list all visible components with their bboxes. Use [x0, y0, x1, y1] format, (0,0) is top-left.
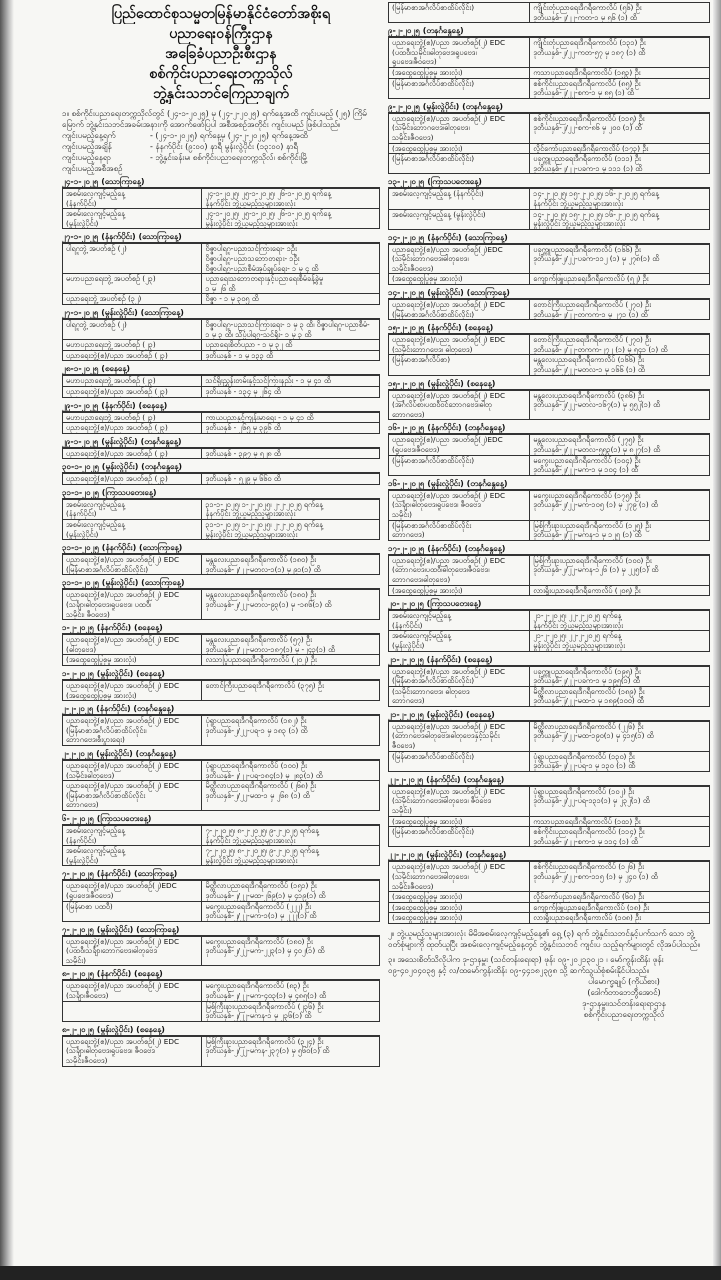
signature-line-1: ပါမောက္ခချုပ် (ကိုယ်စား): [588, 976, 660, 986]
college-cell: မန္တလေးပညာရေးဒီဂရီကောလိပ် (၁၈၀) ဦး ဒုတိယနှစ်-၂/၂၂-မတလ-၁(၁) မှ ၉၁(၁) ထိ: [202, 555, 380, 575]
college-cell: ပုံရွာပညာရေးဒီဂရီကောလိပ် (၁၃၀) ဦး ဒုတိယနှစ်-၂/၂၂-ပရ-၁ မှ ၁၃၀ (၁) ထိ: [530, 751, 710, 771]
table-row: [389, 902, 710, 913]
college-cell: သင်ရိုးညွှန်းတမ်းနှင့်သင်ကြားနည်း - ၁ မှ ၄၁ ထိ: [202, 376, 380, 387]
day-heading: ၂၀-၂-၂၀၂၅ (ကြာသပတေးနေ့): [388, 598, 710, 610]
schedule-table: [388, 390, 710, 421]
table-row: [63, 981, 380, 1001]
college-cell: ဝိဇ္ဇာပါရဂူ-ပညာသင်ကြားရေး- ၁ဦး ဝိဇ္ဇာပါရဂူ-ပညာသဘောတရား- ၁ဦး ဝိဇ္ဇာပါရဂူ-ပညာစီမံအုပ်ချုပ်ရေး- ၁ မှ ၄ ထိ: [202, 244, 380, 274]
day-heading: ၁၇-၂-၂၀၂၅ (နံနက်ပိုင်း) (တနင်္ဂနွေနေ့): [388, 543, 710, 555]
intro-paragraph: ၁။ စစ်ကိုင်းပညာရေးတက္ကသိုလ်တွင် (၂၄-၁-၂၀၂၅) မှ (၂၄-၂-၂၀၂၅) ရက်နေ့အထိ ကျင်းပမည့် (၂၅) ကြိမ်မြောက် ဘွဲ့နှင်းသဘင်အခမ်းအနားကို အောက်ဖော်ပြပါ အစီအစဉ်အတိုင်း ကျင်းပမည် ဖြစ်ပါသည်။: [62, 109, 367, 129]
header-line-2: ပညာရေးဝန်ကြီးဌာန: [169, 26, 273, 42]
schedule-table: [388, 434, 710, 475]
college-cell: မြစ်ကြီးနားပညာရေးဒီဂရီကောလိပ် (၁၀၀) ဦး ဒုတိယနှစ်-၂/၂၂-မကန-၁၂၆ (၁) မှ ၂၂၅(၁) ထိ: [530, 555, 710, 585]
table-row: [389, 686, 710, 706]
table-row: [63, 716, 380, 746]
table-row: [63, 412, 380, 423]
day-heading: ၂၇-၁-၂၀၂၅ (နံနက်ပိုင်း) (သောကြာနေ့): [62, 231, 380, 243]
program-cell: အစမ်းလေ့ကျင့်မည့်နေ့ (နံနက်ပိုင်း): [389, 189, 530, 209]
program-cell: ပညာရေးဘွဲ့(ဧ)/ပညာ အပတ်စဉ်(၂)EDC (သမိုင်းဘောဂဗေဒ၊ဓါတုဗေဒ၊ သမိုင်း၊ဇီဝဗေဒ): [389, 244, 530, 274]
schedule-table: [62, 936, 380, 967]
day-heading: ၇-၂-၂၀၂၅ (မွန်းလွဲပိုင်း) (သောကြာနေ့): [62, 924, 380, 936]
program-cell: (မြန်မာစာအင်္ဂလိပ်စာထိပ်လိုင်း): [389, 78, 530, 98]
table-row: [389, 78, 710, 98]
table-row: [63, 350, 380, 361]
program-cell: ပညာရေးဘွဲ့(ဧ)/ပညာ အပတ်စဉ်(၂)EDC (ရူပဗေဒ၊ဇီဝဗေဒ): [63, 881, 202, 901]
program-cell: အစမ်းလေ့ကျင့်မည့်နေ့ (နံနက်ပိုင်း): [63, 189, 202, 209]
college-cell: မန္တလေးပညာရေးဒီဂရီကောလိပ် (၃၈၆) ဦး ဒုတိယနှစ်-၂/၂၂-မတလ-၁၆၇(၁) မှ ၅၅၂(၁) ထိ: [530, 390, 710, 420]
college-cell: ၂၁-၂-၂၀၂၅၊ ၂၂-၂-၂၀၂၅ ရက်နေ့ နံနက်ပိုင်း ဘွဲ့ယူမည့်သူများအားလုံး: [530, 611, 710, 631]
schedule-table: [62, 589, 380, 620]
day-heading: ၃၁-၁-၂၀၂၅ (မွန်းလွဲပိုင်း) (သောကြာနေ့): [62, 577, 380, 589]
program-cell: (မြန်မာစာအင်္ဂလိပ်စာထိပ်လိုင်း): [389, 751, 530, 771]
college-cell: ပညာရေးစိတ်ပညာ - ၁ မှ ၃၂ ထိ: [202, 340, 380, 351]
table-row: [63, 474, 380, 485]
college-cell: ၇-၂-၂၀၂၅၊ ၈-၂-၂၀၂၅၊ ၉-၂-၂၀၂၅ ရက်နေ့ နံနက်ပိုင်း ဘွဲ့ယူမည့်သူများအားလုံး: [202, 825, 380, 845]
program-cell: ပညာရေးဘွဲ့(ဧ)/ပညာ အပတ်စဉ်(၂) EDC (မြန်မာစာအင်္ဂလိပ်စာထိပ်လိုင်း ဘောဂဗေဒ): [63, 781, 202, 811]
college-cell: မိတ္ထီလာပညာရေးဒီဂရီကောလိပ် (၁၅၁) ဦး ဒုတိယနှစ်-၂/၂၂-မထ-၂၆၉(၁) မှ ၄၁၉(၁) ထိ: [202, 881, 380, 901]
day-heading: ၁၄-၂-၂၀၂၅ (နံနက်ပိုင်း) (သောကြာနေ့): [388, 232, 710, 244]
right-schedule: [388, 25, 710, 924]
college-cell: လှိုင်ကော်ပညာရေးဒီဂရီကောလိပ် (၁၇၃) ဦး: [530, 143, 710, 154]
program-cell: ပညာရေးဘွဲ့(ဧ)/ပညာ အပတ်စဉ်(၂) EDC (သင်္ချာ၊ဇီဝဗေဒ): [63, 981, 202, 1001]
program-cell: ပညာရေးဘွဲ့(ဧ)/ပညာ အပတ်စဉ်(၂) EDC (သမိုင်းဘောဂဗေဒ၊ဓါတုဗေဒ၊ သမိုင်း၊ဇီဝဗေဒ): [389, 862, 530, 892]
college-cell: ၂၄-၁-၂၀၂၅၊ ၂၅-၁-၂၀၂၅၊ ၂၆-၁-၂၀၂၅ ရက်နေ့ နံနက်ပိုင်း ဘွဲ့ယူမည့်သူများအားလုံး: [202, 189, 380, 209]
schedule-table: [62, 412, 380, 434]
college-cell: ကျောက်ဖြူပညာရေးဒီဂရီကောလိပ် (၁၈) ဦး: [530, 902, 710, 913]
intro-key: ကျင်းပမည့်အစီအစဉ်: [62, 164, 123, 173]
program-cell: ပညာရေးဘွဲ့(ဧ)/ပညာ အပတ်စဉ်(၂) EDC (မြန်မာစာအင်္ဂလိပ်စာထိပ်လိုင်း): [389, 666, 530, 686]
college-cell: ၁၄-၂-၂၀၂၅၊ ၁၅-၂-၂၀၂၅၊ ၁၆-၂-၂၀၂၅ ရက်နေ့ မွန်းလွဲပိုင်း ဘွဲ့ယူမည့်သူများအားလုံး: [530, 209, 710, 229]
college-cell: မိတ္ထီလာပညာရေးဒီဂရီကောလိပ် (၂၆၈) ဦး ဒုတိယနှစ်-၂/၂၂-မထ-၁ မှ ၂၆၈ (၁) ထိ: [202, 781, 380, 811]
table-row: [63, 209, 380, 229]
table-row: [63, 635, 380, 655]
schedule-table: [388, 666, 710, 707]
table-row: [389, 862, 710, 892]
college-cell: ၁၄-၂-၂၀၂၅၊ ၁၅-၂-၂၀၂၅၊ ၁၆-၂-၂၀၂၅ ရက်နေ့ နံနက်ပိုင်း ဘွဲ့ယူမည့်သူများအားလုံး: [530, 189, 710, 209]
program-cell: (မြန်မာစာအင်္ဂလိပ်စာ): [389, 355, 530, 375]
college-cell: ကျိုင်းတုံပညာရေးဒီဂရီကောလိပ် (၁၃၁) ဦး ဒုတိယနှစ်-၂/၂၂-ကတ-၅၇ မှ ၁၈၇ (၁) ထိ: [530, 38, 710, 68]
table-row: [63, 386, 380, 397]
program-cell: (အထွေထွေပြုစုမှု အားလုံး): [389, 892, 530, 903]
college-cell: မိတ္ထီလာပညာရေးဒီဂရီကောလိပ် (၂၂၆) ဦး ဒုတိယနှစ်-၂/၂၂-မထ-၁၉၀(၁) မှ ၄၁၅(၁) ထိ: [530, 721, 710, 751]
table-row: [63, 448, 380, 459]
program-cell: အစမ်းလေ့ကျင့်မည့်နေ့ (နံနက်ပိုင်း): [63, 499, 202, 519]
signature-line-4: စစ်ကိုင်းပညာရေးတက္ကသိုလ်: [583, 1009, 665, 1019]
program-cell: ပညာရေးဘွဲ့ အပတ်စဉ် (၃၂): [63, 294, 202, 305]
table-row: [63, 319, 380, 339]
day-heading: ၁၅-၂-၂၀၂၅ (နံနက်ပိုင်း) (စနေနေ့): [388, 322, 710, 334]
schedule-table: [62, 980, 380, 1021]
schedule-table: [62, 715, 380, 746]
college-cell: ၇-၂-၂၀၂၅၊ ၈-၂-၂၀၂၅၊ ၉-၂-၂၀၂၅ ရက်နေ့ မွန်းလွဲပိုင်း ဘွဲ့ယူမည့်သူများအားလုံး: [202, 846, 380, 866]
college-cell: ကျိုင်းတုံပညာရေးဒီဂရီကောလိပ် (၅၆) ဦး ဒုတိယနှစ်-၂/၂၂-ကတ-၁ မှ ၅၆ (၁) ထိ: [530, 3, 710, 23]
table-row: [389, 38, 710, 68]
table-row: [389, 244, 710, 274]
intro-value: - ဘွဲ့နှင်းခန်းမ၊ စစ်ကိုင်းပညာရေးတက္ကသိုလ်၊ စစ်ကိုင်းမြို့: [150, 153, 308, 162]
program-cell: (မြန်မာစာအင်္ဂလိပ်စာထိပ်လိုင်း): [389, 827, 530, 847]
college-cell: မကွေးပညာရေးဒီဂရီကောလိပ် (၁၈၀) ဦး ဒုတိယနှစ်-၂/၂၂-မက-၂၂၃(၁) မှ ၄၀၂(၁) ထိ: [202, 936, 380, 966]
schedule-table: [62, 188, 380, 229]
day-heading: ၂၂-၂-၂၀၂၅ (နံနက်ပိုင်း) (တနင်္ဂနွေနေ့): [388, 774, 710, 786]
day-heading: ၈-၂-၂၀၂၅ (မွန်းလွဲပိုင်း) (စနေနေ့): [62, 1024, 380, 1036]
table-row: [389, 209, 710, 229]
table-row: [63, 936, 380, 966]
college-cell: မကွေးပညာရေးဒီဂရီကောလိပ် (၈၃) ဦး ဒုတိယနှစ်-၂/၂၂-မက-၄၀၃(၁) မှ ၄၈၅(၁) ထိ: [202, 981, 380, 1001]
schedule-table-continued: [388, 2, 710, 23]
day-heading: ၃၀-၁-၂၀၂၅ (မွန်းလွဲပိုင်း) (တနင်္ဂနွေနေ့): [62, 461, 380, 473]
table-row: [63, 294, 380, 305]
table-row: [63, 1001, 380, 1021]
table-row: [63, 520, 380, 540]
college-cell: ပခုက္ကူပညာရေးဒီဂရီကောလိပ် (၁၁၁) ဦး ဒုတိယနှစ်-၂/၂၂-ပခက-၁ မှ ၁၁၁ (၁) ထိ: [530, 154, 710, 174]
intro-details: [62, 130, 380, 174]
program-cell: အစမ်းလေ့ကျင့်မည့်နေ့ (မွန်းလွဲပိုင်း): [389, 631, 530, 651]
schedule-table: [62, 760, 380, 811]
college-cell: လသာပြုပညာရေးဒီဂရီကောလိပ် (၂၀၂) ဦး: [202, 655, 380, 666]
program-cell: (အထွေထွေပြုစုမှု အားလုံး): [389, 913, 530, 924]
day-heading: ၂၁-၂-၂၀၂၅ (မွန်းလွဲပိုင်း) (စနေနေ့): [388, 709, 710, 721]
schedule-table: [388, 188, 710, 229]
program-cell: ပညာရေးဘွဲ့(ဧ)/ပညာ အပတ်စဉ်(၂) EDC (ပထဝီ၊သမိုင်း၊ဓါတုဗေဒ၊ရူပဗေဒ၊ ရူပဗေဒ၊ဇီဝဗေဒ): [389, 38, 530, 68]
college-cell: ဝိဇ္ဇာပါရဂူ-ပညာသင်ကြားရေး- ၁ မှ ၃ ထိ၊ ဝိဇ္ဇာပါရဂူ-ပညာစီမံ- ၁ မှ ၃ ထိ၊ သိပ္ပံပါရဂူ-သင်ရိုး- ၁ မှ ၃ ထိ: [202, 319, 380, 339]
program-cell: ပညာရေးဘွဲ့(ဧ)/ပညာ အပတ်စဉ်(၂) EDC (အင်္ဂလိပ်စာ၊ပထဝီဝင်ဘောဂဗေဒ၊ဓါတု ဘောဂဗေဒ): [389, 390, 530, 420]
program-cell: မဟာပညာရေးဘွဲ့ အပတ်စဉ် (၂၃): [63, 412, 202, 423]
program-cell: ပညာရေးဘွဲ့(ဧ)/ပညာ အပတ်စဉ်(၂) EDC (ဓါတုဗေဒ): [63, 635, 202, 655]
table-row: [63, 1036, 380, 1066]
college-cell: စစ်ကိုင်းပညာရေးဒီဂရီကောလိပ် (၁၁၅) ဦး ဒုတိယနှစ်-၂/၂၂-စက-၈၆ မှ ၂၀၀ (၁) ထိ: [530, 113, 710, 143]
table-row: [389, 335, 710, 355]
schedule-table: [388, 610, 710, 651]
college-cell: ကသာပညာရေးဒီဂရီကောလိပ် (၁၅၃) ဦး: [530, 67, 710, 78]
table-row: [63, 781, 380, 811]
program-cell: ပညာရေးဘွဲ့(ဧ)/ပညာ အပတ်စဉ်(၂) EDC (သင်္ချာ၊ဓါတုဗေဒ၊ရူပဗေဒ၊ ဇီဝဗေဒ သမိုင်း): [389, 490, 530, 520]
college-cell: ပုံရွာပညာရေးဒီဂရီကောလိပ် (၁၀၂) ဦး ဒုတိယနှစ်-၂/၂၂-ပရ-၁၃၁(၁) မှ ၂၃၂(၁) ထိ: [530, 786, 710, 816]
table-row: [389, 631, 710, 651]
day-heading: ၆-၂-၂၀၂၅ (ကြာသပတေးနေ့): [62, 813, 380, 825]
day-heading: ၁-၂-၂၀၂၅ (နံနက်ပိုင်း) (စနေနေ့): [62, 622, 380, 634]
college-cell: မြစ်ကြီးနားပညာရေးဒီဂရီကောလိပ် (၁၂၅) ဦး ဒုတိယနှစ်-၂/၂၂-မကန-၁ မှ ၁၂၅ (၁) ထိ: [530, 520, 710, 540]
day-heading: ၁၄-၂-၂၀၂၅ (မွန်းလွဲပိုင်း) (သောကြာနေ့): [388, 287, 710, 299]
college-cell: ပုံရွာပညာရေးဒီဂရီကောလိပ် (၁၈၂) ဦး ဒုတိယနှစ်-၂/၂၂-ပရ-၁ မှ ၁၈၃ (၁) ထိ: [202, 716, 380, 746]
college-cell: မြစ်ကြီးနားပညာရေးဒီဂရီကောလိပ် (၂၃၆) ဦး ဒုတိယနှစ်-၂/၂၂-မကန-၁ မှ ၂၃၆(၁) ထိ: [202, 1001, 380, 1021]
college-cell: ၃၁-၁-၂၀၂၅၊ ၁-၂-၂၀၂၅၊ ၂-၂-၂၀၂၅ ရက်နေ့ နံနက်ပိုင်း ဘွဲ့ယူမည့်သူများအားလုံး: [202, 499, 380, 519]
left-column: [62, 4, 380, 1067]
table-row: [63, 881, 380, 901]
college-cell: ပုံရွာပညာရေးဒီဂရီကောလိပ် (၁၀၀) ဦး ဒုတိယနှစ်-၂/၂၂-ပရ-၁၈၄(၁) မှ ၂၈၃(၁) ထိ: [202, 760, 380, 780]
program-cell: (အထွေထွေပြုစုမှု အားလုံး): [389, 585, 530, 596]
program-cell: (မြန်မာစာအင်္ဂလိပ်စာထိပ်လိုင်း): [389, 154, 530, 174]
table-row: [63, 423, 380, 434]
table-row: [389, 816, 710, 827]
intro-value: - (၂၄-၁-၂၀၂၅) ရက်နေ့မှ (၂၄-၂-၂၀၂၅) ရက်နေ့အထိ: [150, 131, 308, 140]
college-cell: လှိုင်ကော်ပညာရေးဒီဂရီကောလိပ် (၆၀) ဦး: [530, 892, 710, 903]
schedule-table: [62, 680, 380, 701]
schedule-table: [62, 499, 380, 540]
college-cell: မန္တလေးပညာရေးဒီဂရီကောလိပ် (၅၇) ဦး ဒုတိယနှစ်-၂/၂၂-မတလ-၁၈၇(၁) မှ -၂၄၃(၁) ထိ: [202, 635, 380, 655]
schedule-table: [388, 721, 710, 772]
header-line-3: အခြေခံပညာဦးစီးဌာန: [165, 46, 277, 62]
program-cell: (အထွေထွေပြုစုမှု အားလုံး): [389, 67, 530, 78]
program-cell: မဟာပညာရေးဘွဲ့ အပတ်စဉ် (၂၃): [63, 340, 202, 351]
table-row: [389, 611, 710, 631]
table-row: [389, 490, 710, 520]
day-heading: ၇-၂-၂၀၂၅ (နံနက်ပိုင်း) (သောကြာနေ့): [62, 868, 380, 880]
program-cell: ပညာရေးဘွဲ့(ဧ)/ပညာ အပတ်စဉ်(၂) EDC (မြန်မာစာအင်္ဂလိပ်စာထိပ်လိုင်း): [389, 300, 530, 320]
table-row: [389, 189, 710, 209]
program-cell: (အထွေထွေပြုစုမှု အားလုံး): [389, 143, 530, 154]
note-paragraph-2: ၂။ ဘွဲ့ယူမည့်သူများအားလုံး မိမိအစမ်းလေ့ကျင့်မည့်နေ့၏ ရှေ့ (၃) ရက် ဘွဲ့နှင်းသဘင်နှင့်ပက်သက် သော ဘွဲ့ဝတ်စုံများကို ထုတ်ယူပြီး အစမ်းလေ့ကျင့်မည့်နေ့တွင် ဘွဲ့နှင်းသဘင် ကျင်းပ သည့်ရက်များတွင် လိုအပ်ပါသည်။: [388, 928, 700, 949]
table-row: [63, 340, 380, 351]
program-cell: အစမ်းလေ့ကျင့်မည့်နေ့ (နံနက်ပိုင်း): [389, 611, 530, 631]
day-heading: ၁၃-၂-၂၀၂၅ (ကြာသပတေးနေ့): [388, 176, 710, 188]
day-heading: ၁၅-၂-၂၀၂၅ (မွန်းလွဲပိုင်း) (စနေနေ့): [388, 378, 710, 390]
college-cell: မကွေးပညာရေးဒီဂရီကောလိပ် (၁၀၄) ဦး ဒုတိယနှစ်-၂/၂၂-မက-၁ မှ ၁၀၄ (၁) ထိ: [530, 455, 710, 475]
day-heading: ၂၂-၂-၂၀၂၅ (မွန်းလွဲပိုင်း) (တနင်္ဂနွေနေ့): [388, 849, 710, 861]
program-cell: ပညာရေးဘွဲ့(ဧ)/ပညာ အပတ်စဉ် (၂၃): [63, 423, 202, 434]
college-cell: ၂၁-၂-၂၀၂၅၊ ၂၂-၂-၂၀၂၅ ရက်နေ့ မွန်းလွဲပိုင်း ဘွဲ့ယူမည့်သူများအားလုံး: [530, 631, 710, 651]
program-cell: ပညာရေးဘွဲ့(ဧ)/ပညာ အပတ်စဉ် (၂၃): [63, 448, 202, 459]
intro-value: [150, 163, 380, 174]
college-cell: မန္တလေးပညာရေးဒီဂရီကောလိပ် (၁၆၆) ဦး ဒုတိယနှစ်-၂/၂၂-မတလ-၁ မှ ၁၆၆ (၁) ထိ: [530, 355, 710, 375]
day-heading: ၂၉-၁-၂၀၂၅ (မွန်းလွဲပိုင်း) (တနင်္ဂနွေနေ့): [62, 436, 380, 448]
program-cell: အစမ်းလေ့ကျင့်မည့်နေ့ (မွန်းလွဲပိုင်း): [63, 520, 202, 540]
day-heading: ၂-၂-၂၀၂၅ (မွန်းလွဲပိုင်း) (တနင်္ဂနွေနေ့): [62, 748, 380, 760]
program-cell: (သမိုင်းဘောဂဗေဒ၊ ဓါတုဗေဒ ဘောဂဗေဒ): [389, 686, 530, 706]
college-cell: ကျောက်ဖြူပညာရေးဒီဂရီကောလိပ် (၅၂) ဦး: [530, 274, 710, 285]
schedule-table: [62, 319, 380, 361]
table-row: [389, 827, 710, 847]
schedule-table: [62, 473, 380, 485]
program-cell: (မြန်မာစာအင်္ဂလိပ်စာထိပ်လိုင်း ဘောဂဗေဒ): [389, 520, 530, 540]
program-cell: ပညာရေးဘွဲ့(ဧ)/ပညာ အပတ်စဉ်(၂) EDC (သမိုင်းဘောဂဗေဒ၊ဓါတုဗေဒ၊ ဇီဝဗေဒ သမိုင်း): [389, 786, 530, 816]
college-cell: လားရှိုးပညာရေးဒီဂရီကောလိပ် (၂၀၅) ဦး: [530, 585, 710, 596]
program-cell: ပညာရေးဘွဲ့(ဧ)/ပညာ အပတ်စဉ်(၂) EDC (မြန်မာစာအင်္ဂလိပ်စာထိပ်လိုင်း၊ ဘောဂဗေဒ၊စီးပွားရေး): [63, 716, 202, 746]
college-cell: ဝိဇ္ဇာ - ၁ မှ ၃၀၅ ထိ: [202, 294, 380, 305]
intro-row: [62, 163, 380, 174]
college-cell: လားရှိုးပညာရေးဒီဂရီကောလိပ် (၁၀၈) ဦး: [530, 913, 710, 924]
header-line-1: ပြည်ထောင်စုသမ္မတမြန်မာနိုင်ငံတော်အစိုးရ: [111, 6, 331, 22]
table-row: [389, 113, 710, 143]
program-cell: ပညာရေးဘွဲ့(ဧ)/ပညာ အပတ်စဉ်(၂)EDC (ရူပဗေဒ၊ဇီဝဗေဒ): [389, 435, 530, 455]
schedule-table: [62, 634, 380, 666]
program-cell: ပညာရေးဘွဲ့(ဧ)/ပညာ အပတ်စဉ် (၂၃): [63, 474, 202, 485]
header-line-4: စစ်ကိုင်းပညာရေးတက္ကသိုလ်: [149, 66, 293, 82]
program-cell: ပညာရေးဘွဲ့(ဧ)/ပညာ အပတ်စဉ်(၂) EDC (ဘောဂဗေဒ၊ပထဝီ၊ဓါတုဗေဒ၊ဇီဝဗေဒ၊ ဘောဂဗေဒ၊ဓါတုဗေဒ): [389, 555, 530, 585]
college-cell: ပခုက္ကူပညာရေးဒီဂရီကောလိပ် (၁၉၅) ဦး ဒုတိယနှစ်-၂/၂၂-ပခက-၁ မှ ၁၉၅(၁) ထိ: [530, 666, 710, 686]
schedule-table: [388, 861, 710, 924]
schedule-table: [388, 113, 710, 175]
table-row: [63, 825, 380, 845]
schedule-table: [388, 786, 710, 848]
college-cell: ဒုတိယနှစ် - ၁ မှ ၁၃၃ ထိ: [202, 350, 380, 361]
college-cell: ၂၄-၁-၂၀၂၅၊ ၂၅-၁-၂၀၂၅၊ ၂၆-၁-၂၀၂၅ ရက်နေ့ မွန်းလွဲပိုင်း ဘွဲ့ယူမည့်သူများအားလုံး: [202, 209, 380, 229]
intro-row: [62, 152, 380, 163]
schedule-table: [62, 375, 380, 397]
day-heading: ၉-၂-၂၀၂၅ (မွန်းလွဲပိုင်း) (တနင်္ဂနွေနေ့): [388, 101, 710, 113]
table-row: [389, 520, 710, 540]
page-shadow: [0, 0, 14, 1280]
intro-value: - နံနက်ပိုင်း (၉:၀၀) နာရီ မွန်းလွဲပိုင်း (၁၃:၀၀) နာရီ: [150, 142, 298, 151]
page-edge: [713, 0, 721, 1266]
table-row: [63, 590, 380, 620]
program-cell: ပါရဂူဘွဲ့ အပတ်စဉ် (၂): [63, 319, 202, 339]
program-cell: (မြန်မာစာအင်္ဂလိပ်စာထိပ်လိုင်း): [389, 455, 530, 475]
schedule-table: [62, 880, 380, 921]
program-cell: ပညာရေးဘွဲ့(ဧ)/ပညာ အပတ်စဉ်(၂) EDC (သင်္ချာ၊ဓါတုဗေဒ၊ရူပဗေဒ၊ ပထဝီ၊ သမိုင်း၊ ဇီဝဗေဒ): [63, 590, 202, 620]
program-cell: ပညာရေးဘွဲ့(ဧ)/ပညာ အပတ်စဉ်(၂) EDC (မြန်မာစာအင်္ဂလိပ်စာထိပ်လိုင်း): [63, 555, 202, 575]
table-row: [63, 274, 380, 294]
left-schedule: [62, 176, 380, 1067]
table-row: [389, 666, 710, 686]
day-heading: ၂၄-၁-၂၀၂၅ (သောကြာနေ့): [62, 176, 380, 188]
program-cell: ပညာရေးဘွဲ့(ဧ)/ပညာ အပတ်စဉ်(၂) EDC (သင်္ချာ၊ဓါတုဗေဒ၊ရူပဗေဒ၊ ဇီဝဗေဒ သမိုင်း၊ဇီဝဗေဒ): [63, 1036, 202, 1066]
header-line-5: ဘွဲ့နှင်းသဘင်ကြေညာချက်: [153, 86, 289, 102]
table-row: [389, 143, 710, 154]
table-row: [389, 355, 710, 375]
program-cell: ပညာရေးဘွဲ့(ဧ)/ပညာ အပတ်စဉ်(၂) EDC (သမိုင်း၊ဓါတုဗေဒ): [63, 760, 202, 780]
program-cell: ပညာရေးဘွဲ့(ဧ)/ပညာ အပတ်စဉ် (၂၃): [63, 350, 202, 361]
table-row: [389, 721, 710, 751]
program-cell: အစမ်းလေ့ကျင့်မည့်နေ့ (မွန်းလွဲပိုင်း): [389, 209, 530, 229]
table-row: [63, 901, 380, 921]
college-cell: ဒုတိယနှစ် - ၅၂၉ မှ ၆၆၀ ထိ: [202, 474, 380, 485]
program-cell: ပညာရေးဘွဲ့(ဧ)/ပညာ အပတ်စဉ်(၂) EDC (အထွေထွေပြုစုမှု အားလုံး): [63, 681, 202, 701]
table-row: [63, 555, 380, 575]
college-cell: စစ်ကိုင်းပညာရေးဒီဂရီကောလိပ် (၈၅) ဦး ဒုတိယနှစ်-၂/၂၂-စက-၁ မှ ၈၅ (၁) ထိ: [530, 78, 710, 98]
table-row: [389, 435, 710, 455]
day-heading: ၂၁-၂-၂၀၂၅ (နံနက်ပိုင်း) (စနေနေ့): [388, 654, 710, 666]
table-row: [63, 499, 380, 519]
table-row: [63, 846, 380, 866]
schedule-table: [388, 244, 710, 285]
table-row: [389, 300, 710, 320]
college-cell: မန္တလေးပညာရေးဒီဂရီကောလိပ် (၁၈၀) ဦး ဒုတိယနှစ်-၂/၂၂-မတလ-၉၃(၁) မှ -၁၈၆(၁) ထိ: [202, 590, 380, 620]
intro-row: [62, 130, 380, 141]
intro-key: ကျင်းပမည့်အချိန်: [62, 142, 112, 151]
college-cell: မန္တလေးပညာရေးဒီဂရီကောလိပ် (၂၇၅) ဦး ဒုတိယနှစ်-၂/၂၂-မတလ-၅၅၃(၁) မှ ၈၂၇(၁) ထိ: [530, 435, 710, 455]
schedule-table: [62, 554, 380, 575]
program-cell: (မြန်မာစာအင်္ဂလိပ်စာထိပ်လိုင်း): [389, 3, 530, 23]
table-row: [389, 274, 710, 285]
table-row: [389, 585, 710, 596]
table-row: [389, 913, 710, 924]
table-row: [63, 681, 380, 701]
program-cell: (အထွေထွေပြုစုမှု အားလုံး): [63, 655, 202, 666]
day-heading: ၁၆-၂-၂၀၂၅ (နံနက်ပိုင်း) (တနင်္ဂနွေနေ့): [388, 422, 710, 434]
table-row: [63, 760, 380, 780]
schedule-table: [388, 37, 710, 99]
day-heading: ၁၆-၂-၂၀၂၅ (မွန်းလွဲပိုင်း) (တနင်္ဂနွေနေ့): [388, 478, 710, 490]
program-cell: ပညာရေးဘွဲ့(ဧ)/ပညာ အပတ်စဉ်(၂) EDC (သမိုင်းဘောဂဗေဒ၊ ဓါတုဗေဒ): [389, 335, 530, 355]
program-cell: အစမ်းလေ့ကျင့်မည့်နေ့ (နံနက်ပိုင်း): [63, 825, 202, 845]
schedule-table: [388, 555, 710, 596]
intro-row: [62, 141, 380, 152]
signature-name: (ဒေါက်တာဘေဘွီအောင်): [587, 987, 661, 997]
college-cell: ဒုတိယနှစ် - ၁၃၄ မှ ၂၆၄ ထိ: [202, 386, 380, 397]
day-heading: ၂၇-၁-၂၀၂၅ (မွန်းလွဲပိုင်း) (သောကြာနေ့): [62, 307, 380, 319]
program-cell: မဟာပညာရေးဘွဲ့ အပတ်စဉ် (၂၃): [63, 274, 202, 294]
table-row: [63, 376, 380, 387]
table-row: [63, 655, 380, 666]
signature-line-3: ဒု-ဌာနမှူး၊သင်တန်းရေးရာဌာန: [582, 998, 666, 1008]
day-heading: ၉-၂-၂၀၂၅ (တနင်္ဂနွေနေ့): [388, 25, 710, 37]
table-row: [389, 751, 710, 771]
table-row: [389, 3, 710, 23]
day-heading: ၂၉-၁-၂၀၂၅ (နံနက်ပိုင်း) (စနေနေ့): [62, 400, 380, 412]
program-cell: (အထွေထွေပြုစုမှု အားလုံး): [389, 274, 530, 285]
table-row: [389, 892, 710, 903]
table-row: [389, 67, 710, 78]
bottom-bar: [0, 1266, 721, 1280]
program-cell: ပါရဂူဘွဲ့ အပတ်စဉ် (၂): [63, 244, 202, 274]
intro-key: ကျင်းပမည့်နေရာ: [62, 153, 111, 162]
day-heading: ၈-၂-၂၀၂၅ (နံနက်ပိုင်း) (စနေနေ့): [62, 968, 380, 980]
college-cell: ပခုက္ကူပညာရေးဒီဂရီကောလိပ် (၁၆၆) ဦး ဒုတိယနှစ်-၂/၂၂-ပခက-၁၁၂ (၁) မှ ၂၇၈(၁) ထိ: [530, 244, 710, 274]
intro-key: ကျင်းပမည့်နေ့ရက်: [62, 131, 116, 140]
right-column: [388, 2, 710, 1020]
college-cell: မိတ္ထီလာပညာရေးဒီဂရီကောလိပ် (၁၈၉) ဦး ဒုတိယနှစ်-၂/၂၂-မထ-၁ မှ ၁၈၉(၁၀၀) ထိ: [530, 686, 710, 706]
program-cell: အစမ်းလေ့ကျင့်မည့်နေ့ (မွန်းလွဲပိုင်း): [63, 209, 202, 229]
college-cell: မြစ်ကြီးနားပညာရေးဒီဂရီကောလိပ် (၃၂၄) ဦး ဒုတိယနှစ်-၂/၂၂-မကန-၂၃၇(၁) မှ ၅၆၀(၁) ထိ: [202, 1036, 380, 1066]
schedule-table: [388, 490, 710, 541]
day-heading: ၂-၂-၂၀၂၅ (နံနက်ပိုင်း) (တနင်္ဂနွေနေ့): [62, 703, 380, 715]
program-cell: (အထွေထွေပြုစုမှု အားလုံး): [389, 902, 530, 913]
college-cell: မကွေးပညာရေးဒီဂရီကောလိပ် (၁၇၅) ဦး ဒုတိယနှစ်-၂/၂၂-မက-၁၀၅ (၁) မှ ၂၇၉ (၁) ထိ: [530, 490, 710, 520]
schedule-table: [62, 1036, 380, 1067]
college-cell: ကသာပညာရေးဒီဂရီကောလိပ် (၁၀၁) ဦး: [530, 816, 710, 827]
program-cell: ပညာရေးဘွဲ့(ဧ)/ပညာ အပတ်စဉ်(၂) EDC (သမိုင်း၊ဘောဂဗေဒ၊ဓါတုဗေဒ၊ သမိုင်း၊ဇီဝဗေဒ): [389, 113, 530, 143]
day-heading: ၂၈-၁-၂၀၂၅ (စနေနေ့): [62, 363, 380, 375]
schedule-table: [62, 448, 380, 460]
program-cell: ပညာရေးဘွဲ့(ဧ)/ပညာ အပတ်စဉ်(၂) EDC (ပထဝီ၊သင်္ချာ၊ဘောဂဗေဒ၊ဓါတုဗေဒ သမိုင်း): [63, 936, 202, 966]
college-cell: ဒုတိယနှစ် - ၂၆၅ မှ ၃၉၆ ထိ: [202, 423, 380, 434]
table-row: [389, 786, 710, 816]
college-cell: စစ်ကိုင်းပညာရေးဒီဂရီကောလိပ် (၁၁၄) ဦး ဒုတိယနှစ်-၂/၂၂-စက-၁ မှ ၁၁၄ (၁) ထိ: [530, 827, 710, 847]
program-cell: [63, 1001, 202, 1021]
college-cell: တောင်ကြီးပညာရေးဒီဂရီကောလိပ် (၂၇၀) ဦး ဒုတိယနှစ်-၂/၂၂-တကက-၂၇၂ (၁) မှ ၅၄၁ (၁) ထိ: [530, 335, 710, 355]
table-row: [389, 455, 710, 475]
college-cell: မကွေးပညာရေးဒီဂရီကောလိပ် (၂၂၂) ဦး ဒုတိယနှစ်-၂/၂၂-မက-၁(၁) မှ ၂၂၂(၁) ထိ: [202, 901, 380, 921]
day-heading: ၃၁-၁-၂၀၂၅ (နံနက်ပိုင်း) (သောကြာနေ့): [62, 542, 380, 554]
program-cell: ပညာရေးဘွဲ့(ဧ)/ပညာ အပတ်စဉ်(၂) EDC (ဘောဂဗေဒဓါတုဗေဒ၊ဓါတုဗေဒနှင့်သမိုင်း ဇီဝဗေဒ): [389, 721, 530, 751]
schedule-table: [62, 825, 380, 866]
college-cell: ၃၁-၁-၂၀၂၅၊ ၁-၂-၂၀၂၅၊ ၂-၂-၂၀၂၅ ရက်နေ့ မွန်းလွဲပိုင်း ဘွဲ့ယူမည့်သူများအားလုံး: [202, 520, 380, 540]
schedule-table: [388, 299, 710, 320]
table-row: [63, 244, 380, 274]
table-row: [389, 390, 710, 420]
note-paragraph-3: ၃။ အသေးစိတ်သိလိုပါက ဒု-ဌာနမှူး (သင်တန်းရေးရာ) ဖုန်း ၀၉-၂၀၂၁၃၀၂၁ ၊ မော်ကွန်းထိန်း ဖုန်း ၀၉-၄၀၂၀၄၀၃၅ နှင့် လ/ထမော်ကွန်းထိန်း ၀၉-၄၄၁၈၂၃၉၈ သို့ ဆက်သွယ်စုံစမ်းနိုင်ပါသည်။: [388, 954, 664, 975]
day-heading: ၁-၂-၂၀၂၅ (မွန်းလွဲပိုင်း) (စနေနေ့): [62, 668, 380, 680]
program-cell: ပညာရေးဘွဲ့(ဧ)/ပညာ အပတ်စဉ် (၂၃): [63, 386, 202, 397]
program-cell: (အထွေထွေပြုစုမှု အားလုံး): [389, 816, 530, 827]
table-row: [389, 555, 710, 585]
college-cell: တောင်ကြီးပညာရေးဒီဂရီကောလိပ် (၂၇၀) ဦး ဒုတိယနှစ်-၂/၂၂-တကက-၁ မှ ၂၇၁ (၁) ထိ: [530, 300, 710, 320]
program-cell: အစမ်းလေ့ကျင့်မည့်နေ့ (မွန်းလွဲပိုင်း): [63, 846, 202, 866]
program-cell: မဟာပညာရေးဘွဲ့ အပတ်စဉ် (၂၃): [63, 376, 202, 387]
college-cell: ပညာရေးသဘောတရားနှင့်ပညာရေးစီမံခန့်ခွဲမှု ၁ မှ ၂၆ ထိ: [202, 274, 380, 294]
table-row: [63, 189, 380, 209]
college-cell: စစ်ကိုင်းပညာရေးဒီဂရီကောလိပ် (၁၂၆) ဦး ဒုတိယနှစ်-၂/၂၂-စက-၁၁၅ (၁) မှ ၂၄၀ (၁) ထိ: [530, 862, 710, 892]
day-heading: ၃၁-၁-၂၀၂၅ (ကြာသပတေးနေ့): [62, 487, 380, 499]
schedule-table: [62, 243, 380, 305]
program-cell: (မြန်မာစာ ပထဝီ): [63, 901, 202, 921]
schedule-table: [388, 334, 710, 375]
college-cell: တောင်ကြီးပညာရေးဒီဂရီကောလိပ် (၃၇၅) ဦး: [202, 681, 380, 701]
table-row: [389, 154, 710, 174]
college-cell: ဒုတိယနှစ် - ၃၉၇ မှ ၅၂၈ ထိ: [202, 448, 380, 459]
college-cell: ကာယပညာနှင့်ကျန်းမာရေး - ၁ မှ ၄၁ ထိ: [202, 412, 380, 423]
